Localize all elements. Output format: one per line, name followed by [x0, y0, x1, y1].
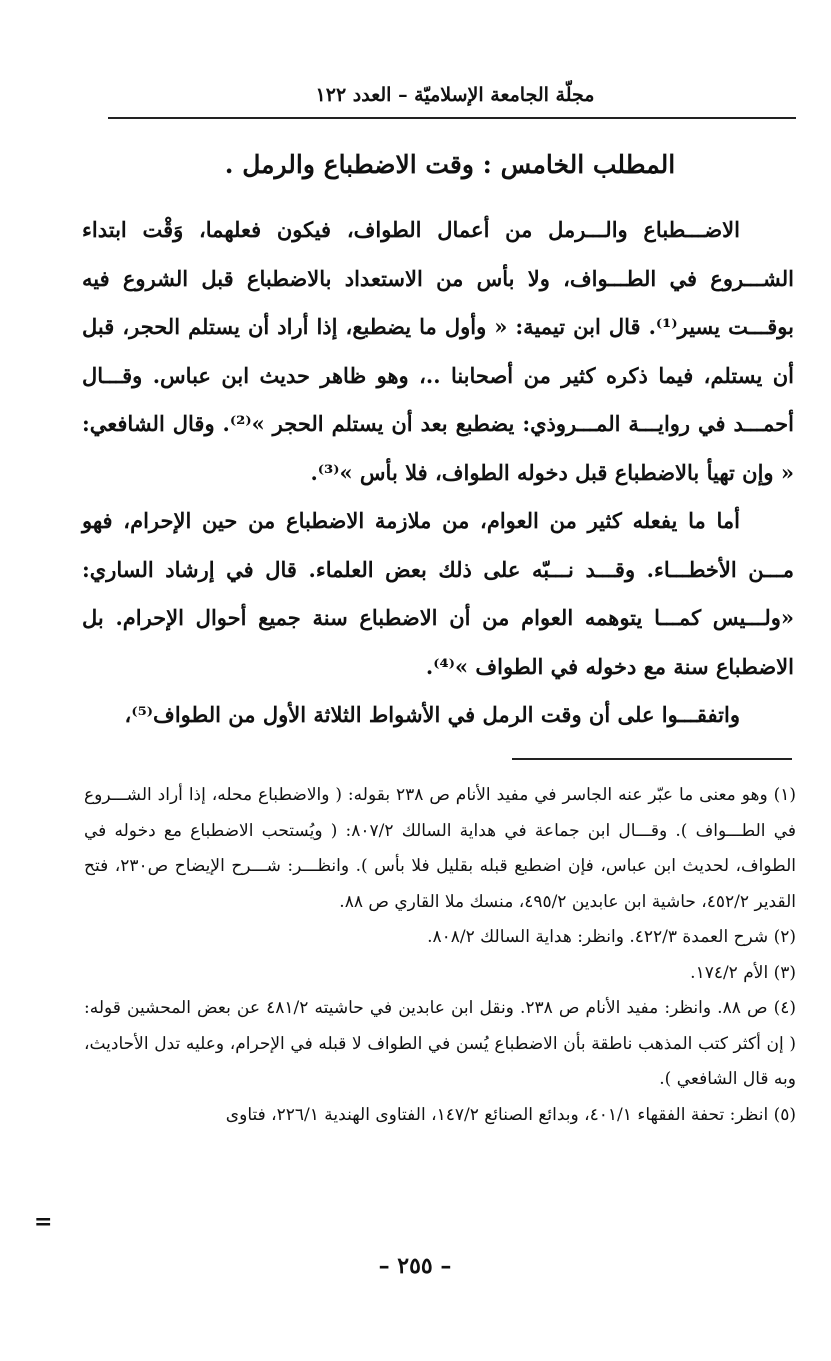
paragraph-1: الاضـــطباع والـــرمل من أعمال الطواف، فيكون فعلهما، وَقْت ابتداء الشـــروع في الطـــواف، ولا بأس من الاستعداد بالاضطباع قبل الشروع فيه بوقـــت يسير⁽¹⁾. قال ابن تيمية: « وأول ما يضطبع، إذا أراد أن يستلم الحجر، قبل أن يستلم، فيما ذكره كثير من أصحابنا ..، وهو ظاهر حديث ابن عباس. وقـــال أحمـــد في روايـــة المـــروذي: يضطبع بعد أن يستلم الحجر »⁽²⁾. وقال الشافعي: « وإن تهيأ بالاضطباع قبل دخوله الطواف، فلا بأس »⁽³⁾.: [82, 217, 794, 485]
footnote-2: (٢) شرح العمدة ٤٢٢/٣. وانظر: هداية السالك ٨٠٨/٢.: [427, 927, 796, 947]
main-text: [82, 206, 794, 740]
paragraph-2: أما ما يفعله كثير من العوام، من ملازمة الاضطباع من حين الإحرام، فهو مـــن الأخطـــاء. وقـــد نـــبّه على ذلك بعض العلماء. قال في إرشاد الساري: «ولـــيس كمـــا يتوهمه العوام من أن الاضطباع سنة جميع أحوال الإحرام. بل الاضطباع سنة مع دخوله في الطواف »⁽⁴⁾.: [82, 508, 794, 679]
section-title: المطلب الخامس : وقت الاضطباع والرمل .: [224, 150, 676, 179]
footnote-3: (٣) الأم ١٧٤/٢.: [690, 962, 796, 983]
footnote-4: (٤) ص ٨٨. وانظر: مفيد الأنام ص ٢٣٨. ونقل ابن عابدين في حاشيته ٤٨١/٢ عن بعض المحشين قوله: ( إن أكثر كتب المذهب ناطقة بأن الاضطباع يُسن في الطواف لا قبله في الإحرام، وعليه تدل الأحاديث، وبه قال الشافعي ).: [84, 998, 796, 1089]
footnote-1: (١) وهو معنى ما عبّر عنه الجاسر في مفيد الأنام ص ٢٣٨ بقوله: ( والاضطباع محله، إذا أراد الشـــروع في الطـــواف ). وقـــال ابن جماعة في هداية السالك ٨٠٧/٢: ( ويُستحب الاضطباع مع دخوله في الطواف، لحديث ابن عباس، فإن اضطبع قبله بقليل فلا بأس ). وانظـــر: شـــرح الإيضاح ص٢٣٠، فتح القدير ٤٥٢/٢، حاشية ابن عابدين ٤٩٥/٢، منسك ملا القاري ص ٨٨.: [84, 785, 797, 912]
header-rule: [108, 117, 796, 119]
footnote-continuation-mark: =: [34, 1209, 53, 1235]
footnote-rule: [512, 758, 792, 760]
footnotes: [84, 778, 796, 1133]
running-header: مجلّة الجامعة الإسلاميّة – العدد ١٢٢: [315, 84, 595, 106]
page-number: – ٢٥٥ –: [378, 1253, 452, 1279]
footnote-5: (٥) انظر: تحفة الفقهاء ٤٠١/١، وبدائع الصنائع ١٤٧/٢، الفتاوى الهندية ٢٢٦/١، فتاوى: [225, 1104, 796, 1125]
paragraph-3: واتفقـــوا على أن وقت الرمل في الأشواط الثلاثة الأول من الطواف⁽⁵⁾،: [124, 702, 740, 727]
